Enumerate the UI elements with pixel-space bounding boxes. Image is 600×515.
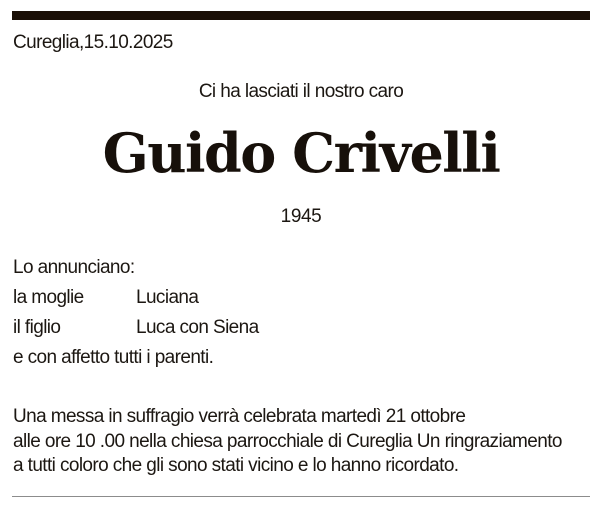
relative-role: il figlio	[13, 317, 61, 338]
birth-year: 1945	[280, 206, 322, 227]
place-date: Cureglia,15.10.2025	[13, 32, 173, 53]
relative-row	[13, 286, 259, 316]
relative-name: Luciana	[136, 287, 199, 308]
deceased-name: Guido Crivelli	[102, 121, 500, 185]
relative-name: Luca con Siena	[136, 317, 259, 338]
relative-row	[13, 316, 259, 346]
intro-text: Ci ha lasciati il nostro caro	[198, 81, 404, 102]
message-line: Una messa in suffragio verrà celebrata martedì 21 ottobre	[13, 406, 466, 427]
message-line: a tutti coloro che gli sono stati vicino e lo hanno ricordato.	[13, 455, 459, 476]
mass-message	[13, 405, 598, 479]
closing-relatives: e con affetto tutti i parenti.	[13, 347, 214, 368]
relative-role: la moglie	[13, 287, 84, 308]
top-bar-divider	[12, 11, 590, 20]
message-line: alle ore 10 .00 nella chiesa parrocchiale di Cureglia Un ringraziamento	[13, 430, 562, 452]
announcers-section	[13, 256, 259, 376]
bottom-divider	[12, 496, 590, 497]
announced-by-label: Lo annunciano:	[13, 257, 135, 278]
